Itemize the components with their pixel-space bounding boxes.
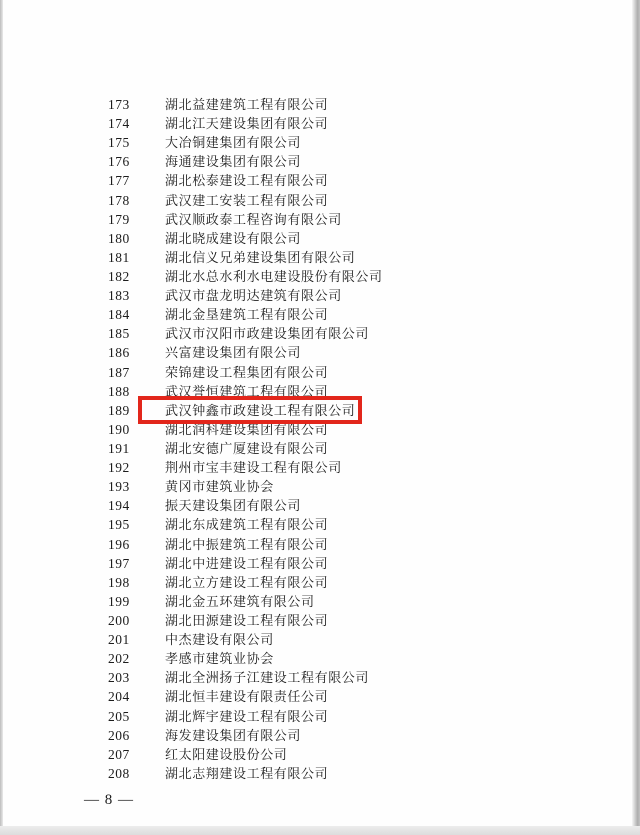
list-item — [108, 191, 588, 210]
item-number: 190 — [108, 421, 130, 437]
item-number: 191 — [108, 440, 130, 456]
list-item — [108, 592, 588, 611]
item-company-name: 红太阳建设股份公司 — [165, 746, 288, 762]
list-item — [108, 401, 588, 420]
item-number: 205 — [108, 708, 130, 724]
company-list — [108, 95, 588, 783]
list-item — [108, 687, 588, 706]
item-company-name: 中杰建设有限公司 — [165, 632, 274, 648]
item-number: 202 — [108, 651, 130, 667]
item-number: 208 — [108, 765, 130, 781]
list-item — [108, 439, 588, 458]
item-number: 200 — [108, 612, 130, 628]
item-number: 201 — [108, 632, 130, 648]
list-item — [108, 210, 588, 229]
item-company-name: 海发建设集团有限公司 — [165, 727, 302, 743]
item-company-name: 湖北松泰建设工程有限公司 — [165, 173, 329, 189]
item-company-name: 湖北东成建筑工程有限公司 — [165, 517, 329, 533]
scan-edge-left — [0, 0, 3, 835]
item-company-name: 武汉誉恒建筑工程有限公司 — [165, 383, 329, 399]
item-number: 199 — [108, 593, 130, 609]
item-company-name: 振天建设集团有限公司 — [165, 498, 302, 514]
list-item — [108, 343, 588, 362]
item-company-name: 湖北志翔建设工程有限公司 — [165, 765, 329, 781]
item-company-name: 兴富建设集团有限公司 — [165, 345, 302, 361]
item-number: 196 — [108, 536, 130, 552]
item-number: 198 — [108, 574, 130, 590]
list-item — [108, 324, 588, 343]
item-company-name: 湖北江天建设集团有限公司 — [165, 116, 329, 132]
list-item — [108, 363, 588, 382]
item-company-name: 湖北全洲扬子江建设工程有限公司 — [165, 670, 370, 686]
item-company-name: 湖北益建建筑工程有限公司 — [165, 97, 329, 112]
item-company-name: 湖北晓成建设有限公司 — [165, 230, 302, 246]
item-company-name: 湖北金垦建筑工程有限公司 — [165, 307, 329, 323]
item-company-name: 武汉市汉阳市政建设集团有限公司 — [165, 326, 370, 342]
item-number: 192 — [108, 460, 130, 476]
item-number: 194 — [108, 498, 130, 514]
list-item — [108, 535, 588, 554]
item-number: 187 — [108, 364, 130, 380]
list-item — [108, 496, 588, 515]
item-company-name: 湖北恒丰建设有限责任公司 — [165, 689, 329, 705]
list-item — [108, 458, 588, 477]
scan-edge-right — [632, 0, 640, 835]
item-company-name: 湖北安德广厦建设有限公司 — [165, 440, 329, 456]
item-number: 173 — [108, 97, 130, 112]
item-number: 195 — [108, 517, 130, 533]
page-number: — 8 — — [84, 792, 134, 808]
list-item — [108, 286, 588, 305]
list-item — [108, 305, 588, 324]
item-number: 179 — [108, 211, 130, 227]
item-company-name: 荆州市宝丰建设工程有限公司 — [165, 460, 342, 476]
list-item — [108, 611, 588, 630]
item-number: 181 — [108, 249, 130, 265]
item-number: 186 — [108, 345, 130, 361]
scan-edge-bottom — [0, 826, 640, 835]
list-item — [108, 554, 588, 573]
item-company-name: 武汉建工安装工程有限公司 — [165, 192, 329, 208]
item-company-name: 湖北中进建设工程有限公司 — [165, 555, 329, 571]
list-item — [108, 477, 588, 496]
item-company-name: 湖北金五环建筑有限公司 — [165, 593, 315, 609]
item-number: 189 — [108, 402, 130, 418]
item-company-name: 武汉钟鑫市政建设工程有限公司 — [165, 401, 355, 420]
item-number: 184 — [108, 307, 130, 323]
item-number: 177 — [108, 173, 130, 189]
item-number: 182 — [108, 268, 130, 284]
item-number: 193 — [108, 479, 130, 495]
item-number: 203 — [108, 670, 130, 686]
list-item — [108, 764, 588, 783]
list-item — [108, 133, 588, 152]
item-company-name: 海通建设集团有限公司 — [165, 154, 302, 170]
list-item — [108, 248, 588, 267]
item-number: 175 — [108, 135, 130, 151]
list-item — [108, 573, 588, 592]
item-company-name: 荣锦建设工程集团有限公司 — [165, 364, 329, 380]
list-item — [108, 95, 588, 114]
item-number: 183 — [108, 288, 130, 304]
list-item — [108, 152, 588, 171]
item-number: 180 — [108, 230, 130, 246]
list-item — [108, 630, 588, 649]
item-company-name: 湖北信义兄弟建设集团有限公司 — [165, 249, 356, 265]
list-item — [108, 668, 588, 687]
item-number: 197 — [108, 555, 130, 571]
list-item — [108, 267, 588, 286]
item-number: 174 — [108, 116, 130, 132]
item-number: 176 — [108, 154, 130, 170]
item-company-name: 武汉市盘龙明达建筑有限公司 — [165, 288, 342, 304]
item-number: 178 — [108, 192, 130, 208]
list-item — [108, 649, 588, 668]
list-item — [108, 707, 588, 726]
item-company-name: 湖北中振建筑工程有限公司 — [165, 536, 329, 552]
item-company-name: 湖北润科建设集团有限公司 — [165, 421, 329, 437]
item-company-name: 黄冈市建筑业协会 — [165, 479, 274, 495]
list-item — [108, 229, 588, 248]
item-number: 188 — [108, 383, 130, 399]
list-item — [108, 420, 588, 439]
item-company-name: 孝感市建筑业协会 — [165, 651, 274, 667]
item-number: 207 — [108, 746, 130, 762]
list-item — [108, 726, 588, 745]
list-item — [108, 171, 588, 190]
item-company-name: 湖北水总水利水电建设股份有限公司 — [165, 268, 383, 284]
list-item — [108, 114, 588, 133]
item-number: 204 — [108, 689, 130, 705]
item-company-name: 湖北辉宇建设工程有限公司 — [165, 708, 329, 724]
item-number: 185 — [108, 326, 130, 342]
list-item — [108, 745, 588, 764]
item-company-name: 武汉顺政泰工程咨询有限公司 — [165, 211, 342, 227]
item-company-name: 大冶铜建集团有限公司 — [165, 135, 302, 151]
item-number: 206 — [108, 727, 130, 743]
list-item — [108, 515, 588, 534]
item-company-name: 湖北田源建设工程有限公司 — [165, 612, 329, 628]
item-company-name: 湖北立方建设工程有限公司 — [165, 574, 329, 590]
list-item — [108, 382, 588, 401]
